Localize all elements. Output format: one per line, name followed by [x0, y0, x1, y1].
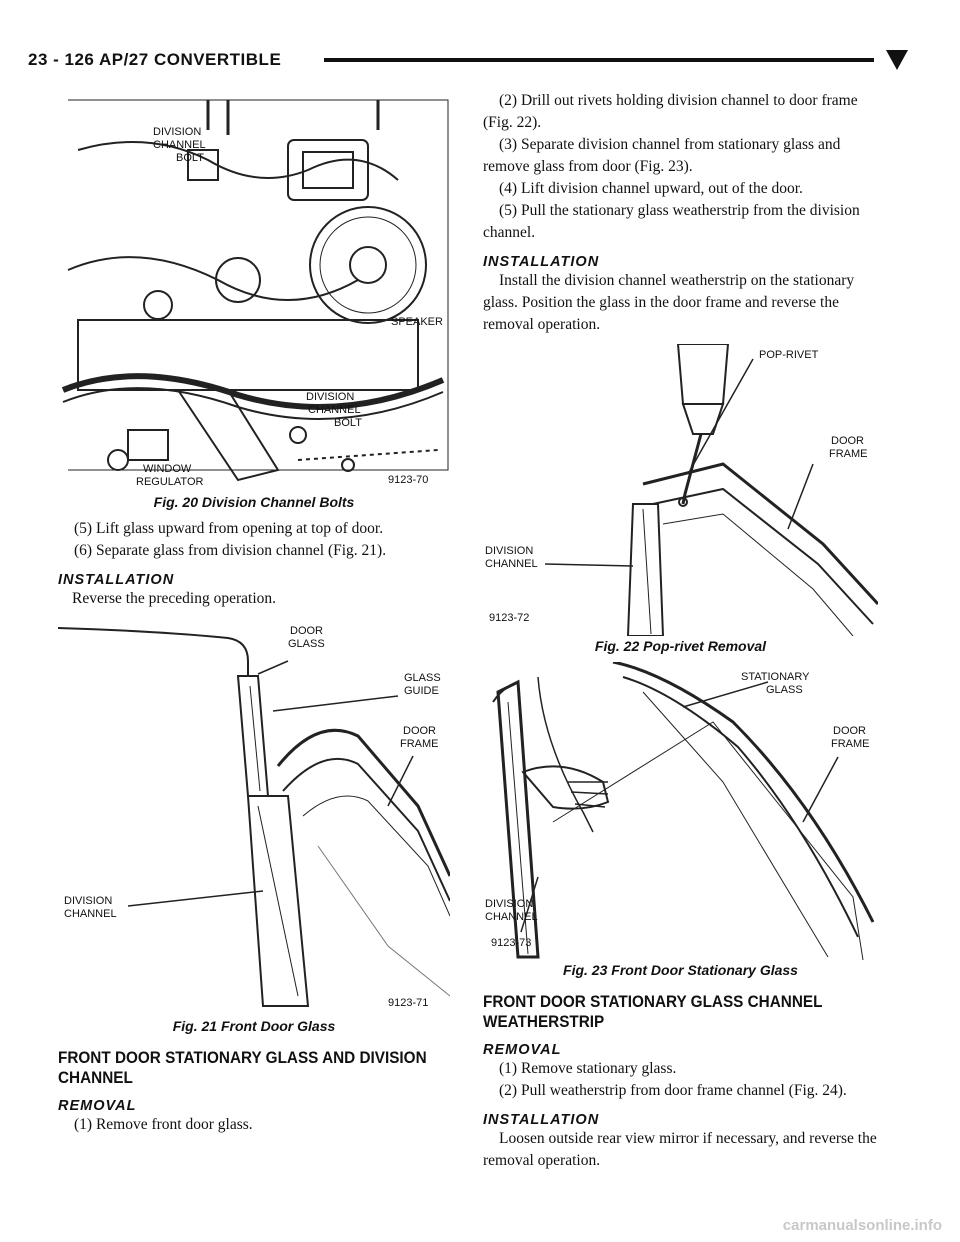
fig22-label-channel: CHANNEL: [485, 558, 538, 570]
step-3-separate-channel: (3) Separate division channel from stationary glass and remove glass from door (Fig. 23).: [483, 136, 841, 175]
fig22-caption: Fig. 22 Pop-rivet Removal: [594, 638, 767, 654]
fig20-illustration: [58, 90, 450, 492]
fig21-label-door: DOOR: [290, 625, 323, 637]
header-title: 23 - 126 AP/27 CONVERTIBLE: [28, 50, 282, 69]
fig21-code: 9123-71: [388, 997, 429, 1009]
figure-20: [58, 90, 450, 510]
fig23-label-glass: GLASS: [766, 684, 803, 696]
fig20-label-channel-1: CHANNEL: [153, 139, 206, 151]
fig20-caption: Fig. 20 Division Channel Bolts: [153, 494, 355, 510]
fig22-label-pop-rivet: POP-RIVET: [759, 349, 819, 361]
removal-step-2-2: (2) Pull weatherstrip from door frame channel (Fig. 24).: [499, 1082, 847, 1099]
removal-heading-2: REMOVAL: [483, 1042, 562, 1058]
fig22-illustration: [483, 344, 878, 636]
removal-step-1: (1) Remove front door glass.: [74, 1116, 253, 1133]
fig20-label-channel-2: CHANNEL: [308, 404, 361, 416]
fig22-code: 9123-72: [489, 612, 530, 624]
header-triangle-icon: [886, 50, 908, 70]
step-5-lift-glass: (5) Lift glass upward from opening at top of door.: [74, 520, 384, 537]
installation-heading-2: INSTALLATION: [483, 254, 600, 270]
step-6-separate-glass: (6) Separate glass from division channel (Fig. 21).: [74, 542, 387, 559]
left-column: [58, 90, 450, 1136]
fig21-label-glass: GLASS: [288, 638, 325, 650]
fig22-label-door: DOOR: [831, 435, 864, 447]
section-title-stationary-glass: FRONT DOOR STATIONARY GLASS AND DIVISION CHANNEL: [58, 1048, 427, 1087]
fig21-label-channel: CHANNEL: [64, 908, 117, 920]
fig23-caption: Fig. 23 Front Door Stationary Glass: [563, 962, 798, 978]
fig20-label-bolt-1: BOLT: [176, 152, 204, 164]
figure-21: [58, 616, 450, 1034]
fig22-label-frame: FRAME: [829, 448, 868, 460]
fig23-label-channel: CHANNEL: [485, 911, 538, 923]
fig20-label-speaker: SPEAKER: [391, 316, 443, 328]
header-rule: [324, 58, 874, 62]
fig23-code: 9123-73: [491, 937, 532, 949]
fig20-label-regulator: REGULATOR: [136, 476, 204, 488]
step-4-lift-channel: (4) Lift division channel upward, out of the door.: [499, 180, 803, 197]
fig20-label-bolt-2: BOLT: [334, 417, 362, 429]
fig21-illustration: [58, 616, 450, 1016]
removal-heading-1: REMOVAL: [58, 1098, 137, 1114]
fig20-label-division-2: DIVISION: [306, 391, 355, 403]
fig21-label-door-frame-2: FRAME: [400, 738, 439, 750]
step-5-pull-weatherstrip: (5) Pull the stationary glass weatherstrip from the division channel.: [483, 202, 860, 241]
fig23-label-division: DIVISION: [485, 898, 534, 910]
fig20-label-division-channel-bolt-1: DIVISION: [153, 126, 202, 138]
fig23-illustration: [483, 662, 878, 960]
fig23-label-door: DOOR: [833, 725, 866, 737]
fig20-label-window: WINDOW: [143, 463, 192, 475]
fig21-label-division: DIVISION: [64, 895, 113, 907]
watermark: carmanualsonline.info: [782, 1217, 942, 1234]
right-column: [483, 90, 878, 1172]
fig21-caption: Fig. 21 Front Door Glass: [172, 1018, 336, 1034]
fig21-label-door-frame-1: DOOR: [403, 725, 436, 737]
installation-text-3: Loosen outside rear view mirror if necessary, and reverse the removal operation.: [483, 1130, 877, 1169]
fig20-code: 9123-70: [388, 474, 429, 486]
fig23-label-stationary: STATIONARY: [741, 671, 810, 683]
fig21-label-glass-guide-1: GLASS: [404, 672, 441, 684]
figure-22: [483, 344, 878, 654]
section-title-weatherstrip: FRONT DOOR STATIONARY GLASS CHANNEL WEATHERSTRIP: [483, 992, 823, 1031]
fig22-label-division: DIVISION: [485, 545, 534, 557]
installation-text-2: Install the division channel weatherstrip on the stationary glass. Position the glass in the door frame and reverse the removal operation.: [483, 272, 855, 333]
installation-heading-1: INSTALLATION: [58, 572, 175, 588]
figure-23: [483, 662, 878, 978]
fig23-label-frame: FRAME: [831, 738, 870, 750]
removal-step-2-1: (1) Remove stationary glass.: [499, 1060, 677, 1077]
fig21-label-glass-guide-2: GUIDE: [404, 685, 439, 697]
page-header: [28, 44, 908, 78]
installation-text-1: Reverse the preceding operation.: [72, 590, 276, 607]
step-2-drill-rivets: (2) Drill out rivets holding division channel to door frame (Fig. 22).: [483, 92, 858, 131]
installation-heading-3: INSTALLATION: [483, 1112, 600, 1128]
